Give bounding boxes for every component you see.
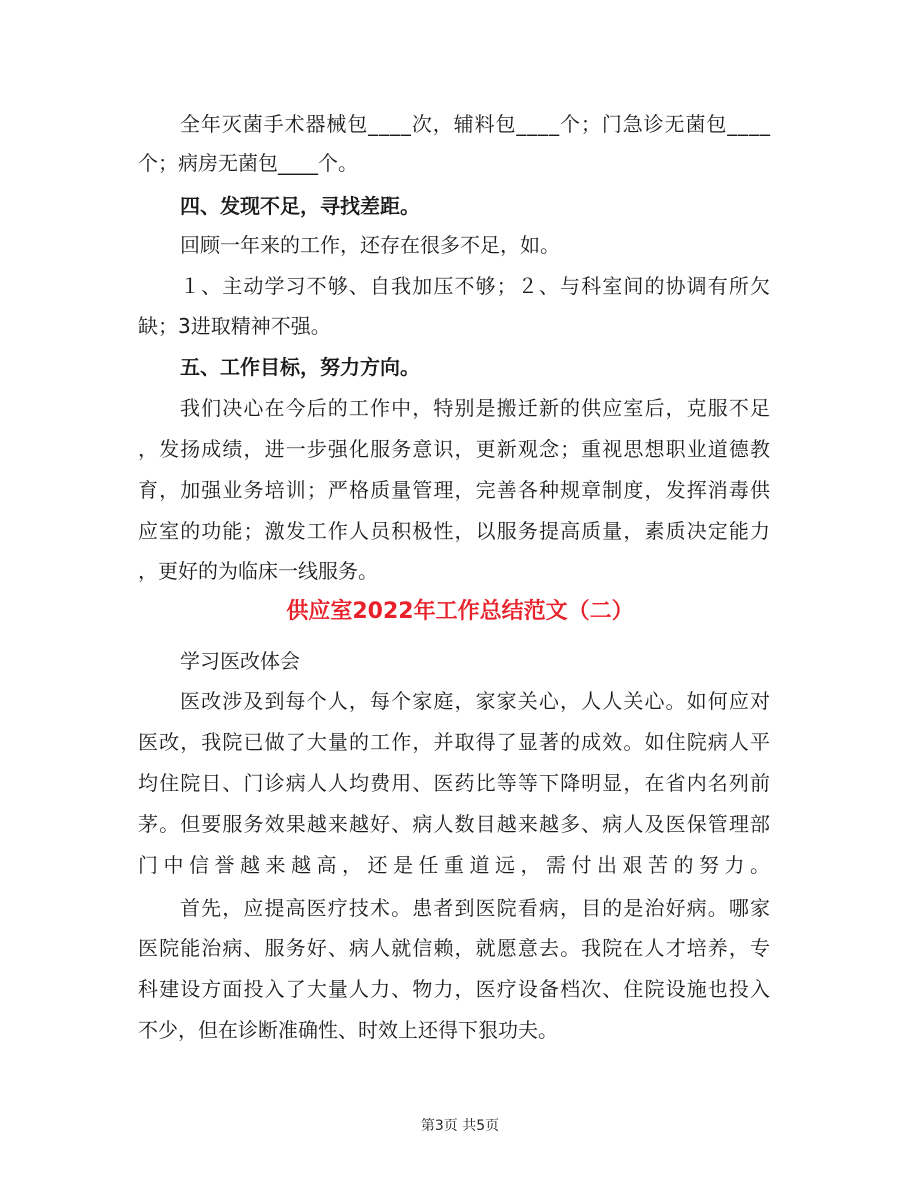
document-title: 供应室2022年工作总结范文（二）: [286, 599, 634, 624]
paragraph-line: 茅。但要服务效果越来越好、病人数目越来越多、病人及医保管理部: [138, 812, 772, 836]
section-heading: 四、发现不足，寻找差距。: [180, 194, 420, 218]
paragraph-line: 育，加强业务培训；严格质量管理，完善各种规章制度，发挥消毒供: [138, 478, 772, 502]
paragraph-line: 首先，应提高医疗技术。患者到医院看病，目的是治好病。哪家: [180, 896, 772, 920]
paragraph-line: 医院能治病、服务好、病人就信赖，就愿意去。我院在人才培养，专: [138, 936, 772, 960]
paragraph-line: ，发扬成绩，进一步强化服务意识，更新观念；重视思想职业道德教: [138, 437, 772, 461]
paragraph-line: 不少，但在诊断准确性、时效上还得下狠功夫。: [138, 1018, 558, 1042]
paragraph-line: 应室的功能；激发工作人员积极性，以服务提高质量，素质决定能力: [138, 519, 772, 543]
paragraph-line: 缺；3进取精神不强。: [138, 314, 331, 338]
paragraph-line: 门中信誉越来越高，还是任重道远，需付出艰苦的努力。: [138, 853, 776, 877]
paragraph-line: 全年灭菌手术器械包____次，辅料包____个；门急诊无菌包____: [180, 112, 771, 136]
paragraph-line: １、主动学习不够、自我加压不够；２、与科室间的协调有所欠: [180, 274, 772, 298]
page-footer: 第3页 共5页: [420, 1118, 500, 1134]
paragraph-line: 我们决心在今后的工作中，特别是搬迁新的供应室后，克服不足: [180, 396, 772, 420]
paragraph-line: ，更好的为临床一线服务。: [138, 559, 378, 583]
paragraph-line: 科建设方面投入了大量人力、物力，医疗设备档次、住院设施也投入: [138, 977, 772, 1001]
paragraph-line: 医改涉及到每个人，每个家庭，家家关心，人人关心。如何应对: [180, 689, 772, 713]
paragraph-line: 医改，我院已做了大量的工作，并取得了显著的成效。如住院病人平: [138, 730, 772, 754]
section-heading: 五、工作目标，努力方向。: [180, 355, 420, 379]
paragraph-line: 回顾一年来的工作，还存在很多不足，如。: [180, 233, 560, 257]
paragraph-line: 个；病房无菌包____个。: [138, 151, 358, 175]
paragraph-line: 均住院日、门诊病人人均费用、医药比等等下降明显，在省内名列前: [138, 771, 772, 795]
subtitle-line: 学习医改体会: [180, 649, 300, 673]
